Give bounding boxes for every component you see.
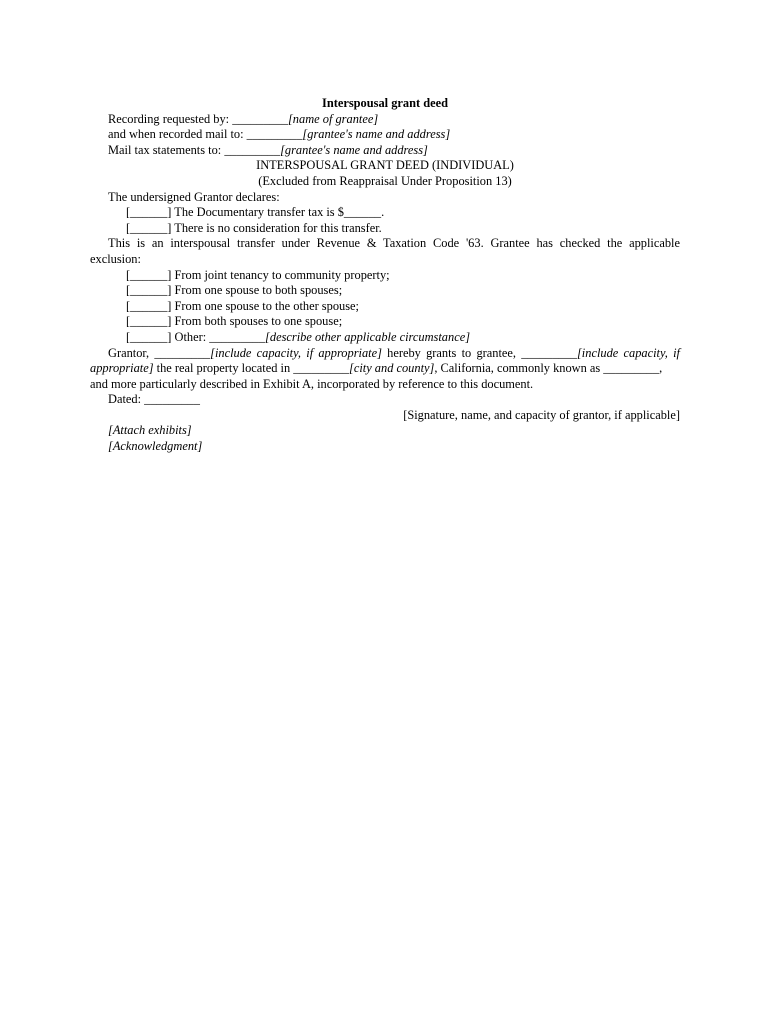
recorded-mail-to-note: [grantee's name and address] bbox=[302, 127, 451, 142]
grant-paragraph bbox=[90, 346, 680, 377]
grant-exhibit-line: and more particularly described in Exhibit A, incorporated by reference to this document. bbox=[90, 376, 534, 391]
acknowledgment-note bbox=[90, 439, 680, 455]
transfer-statement: This is an interspousal transfer under Revenue & Taxation Code '63. Grantee has checked the applicable bbox=[108, 236, 680, 251]
recorded-mail-to bbox=[90, 127, 680, 143]
exclusion-joint-tenancy: [______] From joint tenancy to community property; bbox=[126, 267, 390, 282]
mail-tax-statements-note: [grantee's name and address] bbox=[280, 142, 428, 157]
exclusion-other-label: [______] Other: _________ bbox=[126, 329, 266, 344]
mail-tax-statements-label: Mail tax statements to: _________ bbox=[108, 142, 281, 157]
deed-subheading: (Excluded from Reappraisal Under Proposition 13) bbox=[258, 173, 512, 188]
declaration-no-consideration: [______] There is no consideration for this transfer. bbox=[126, 220, 382, 235]
acknowledgment-text: [Acknowledgment] bbox=[108, 439, 203, 454]
recorded-mail-to-label: and when recorded mail to: _________ bbox=[108, 127, 303, 142]
signature-block: [Signature, name, and capacity of grantor, if applicable] bbox=[403, 407, 680, 422]
deed-heading: INTERSPOUSAL GRANT DEED (INDIVIDUAL) bbox=[256, 158, 514, 173]
exclusion-other bbox=[90, 330, 680, 346]
exclusion-both-to-one: [______] From both spouses to one spouse; bbox=[126, 314, 343, 329]
grantor-declares: The undersigned Grantor declares: bbox=[108, 189, 280, 204]
attach-exhibits-text: [Attach exhibits] bbox=[108, 423, 192, 438]
declaration-tax: [______] The Documentary transfer tax is $______. bbox=[126, 205, 385, 220]
document-title: Interspousal grant deed bbox=[322, 96, 448, 110]
mail-tax-statements bbox=[90, 143, 680, 159]
dated-line: Dated: _________ bbox=[108, 392, 200, 407]
recording-requested-by-label: Recording requested by: _________ bbox=[108, 111, 288, 126]
recording-requested-by-note: [name of grantee] bbox=[287, 111, 379, 126]
grant-grantor-note: [include capacity, if appropriate] bbox=[210, 345, 382, 360]
grant-grantor: Grantor, _________ bbox=[108, 345, 211, 360]
exclusion-one-to-other: [______] From one spouse to the other spouse; bbox=[126, 298, 359, 313]
document-page bbox=[90, 96, 680, 455]
grant-property: the real property located in _________ bbox=[153, 361, 349, 376]
exclusion-other-note: [describe other applicable circumstance] bbox=[265, 329, 471, 344]
grant-commonly-known: , California, commonly known as _________, bbox=[434, 361, 663, 376]
grant-grantee-note: [include capacity, if appropriate] bbox=[90, 345, 680, 376]
grant-grantee: hereby grants to grantee, _________ bbox=[381, 345, 577, 360]
exclusion-one-to-both: [______] From one spouse to both spouses; bbox=[126, 283, 343, 298]
attach-exhibits-note bbox=[90, 423, 680, 439]
transfer-statement-end: exclusion: bbox=[90, 251, 141, 266]
recording-requested-by bbox=[90, 112, 680, 128]
grant-property-note: [city and county] bbox=[349, 361, 435, 376]
